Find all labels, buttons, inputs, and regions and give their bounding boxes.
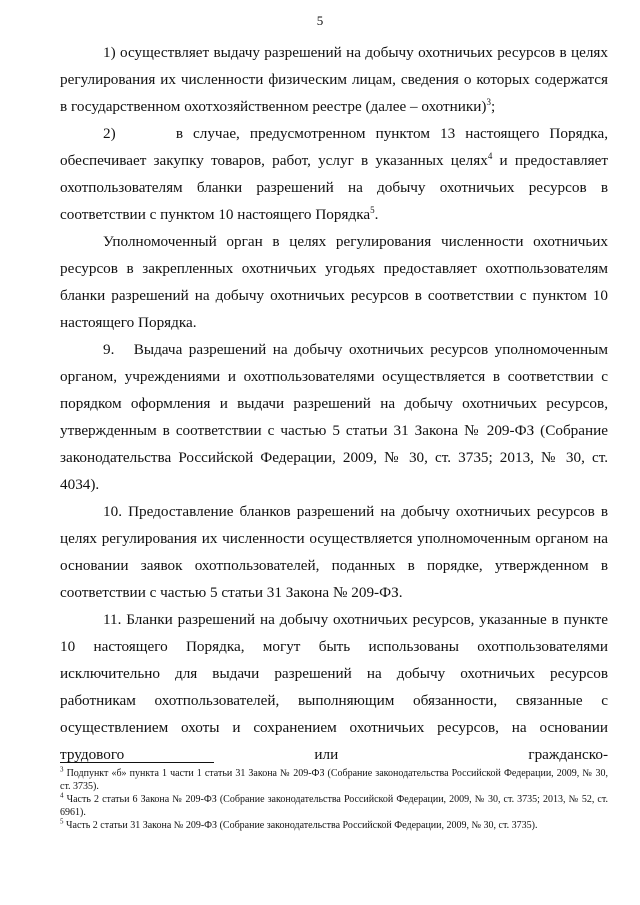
footnote-text: Подпункт «б» пункта 1 части 1 статьи 31 Закона № 209-ФЗ (Собрание законодательства Российской Федерации, 2009, № 30, ст. 3735).: [60, 768, 608, 792]
footnote-reference[interactable]: 4: [487, 150, 493, 161]
paragraph-text: 2) в случае, предусмотренном пунктом 13 настоящего Порядка, обеспечивает закупку товаров, работ, услуг в указанных целях: [60, 125, 612, 169]
footnote-mark: 4: [60, 791, 64, 800]
footnote-3: [60, 767, 608, 793]
footnote-reference[interactable]: 5: [370, 204, 375, 215]
footnote-text: Часть 2 статьи 31 Закона № 209-ФЗ (Собрание законодательства Российской Федерации, 2009, № 30, ст. 3735).: [63, 820, 538, 831]
footnote-separator: [60, 762, 214, 763]
page-number: 5: [316, 13, 324, 28]
paragraph-item-10: 10. Предоставление бланков разрешений на добычу охотничьих ресурсов в целях регулирования их численности осуществляется уполномоченным органом на основании заявок охотпользователей, поданных в порядке, утвержденном в соответствии с частью 5 статьи 31 Закона № 209-ФЗ.: [60, 503, 608, 601]
paragraph-item-11: 11. Бланки разрешений на добычу охотничьих ресурсов, указанные в пункте 10 настоящего Порядка, могут быть использованы охотпользователями исключительно для выдачи разрешений на добычу охотничьих ресурсов работникам охотпользователей, выполняющим обязанности, связанные с осуществлением охоты и сохранением охотничьих ресурсов, на основании трудового или гражданско-: [60, 611, 608, 763]
paragraph-subitem-2: [60, 120, 612, 228]
footnotes: [60, 767, 608, 832]
footnote-5: [60, 819, 608, 832]
footnote-reference[interactable]: 3: [486, 96, 491, 107]
footnote-mark: 3: [60, 765, 64, 774]
paragraph-subitem-1: [60, 39, 608, 120]
document-body: [60, 39, 612, 768]
footnote-text: Часть 2 статьи 6 Закона № 209-ФЗ (Собрание законодательства Российской Федерации, 2009, № 30, ст. 3735; 2013, № 52, ст. 6961).: [60, 794, 608, 818]
paragraph-text-tail: и предоставляет охотпользователям бланки разрешений на добычу охотничьих ресурсов в соответствии с пунктом 10 настоящего Порядка: [60, 152, 612, 223]
paragraph-text-tail: ;: [491, 98, 496, 115]
footnote-mark: 5: [60, 817, 64, 826]
paragraph-text-end: .: [374, 206, 379, 223]
footnote-4: [60, 793, 608, 819]
paragraph-text: 1) осуществляет выдачу разрешений на добычу охотничьих ресурсов в целях регулирования их численности физическим лицам, сведения о которых содержатся в государственном охотхозяйственном реестре (далее – охотники): [60, 44, 608, 115]
paragraph-authority: Уполномоченный орган в целях регулирования численности охотничьих ресурсов в закрепленных охотничьих угодьях предоставляет охотпользователям бланки разрешений на добычу охотничьих ресурсов в соответствии с пунктом 10 настоящего Порядка.: [60, 233, 608, 331]
paragraph-item-9: 9. Выдача разрешений на добычу охотничьих ресурсов уполномоченным органом, учреждениями и охотпользователями осуществляется в соответствии с порядком оформления и выдачи разрешений на добычу охотничьих ресурсов, утвержденным в соответствии с частью 5 статьи 31 Закона № 209-ФЗ (Собрание законодательства Российской Федерации, 2009, № 30, ст. 3735; 2013, № 30, ст. 4034).: [60, 341, 612, 493]
